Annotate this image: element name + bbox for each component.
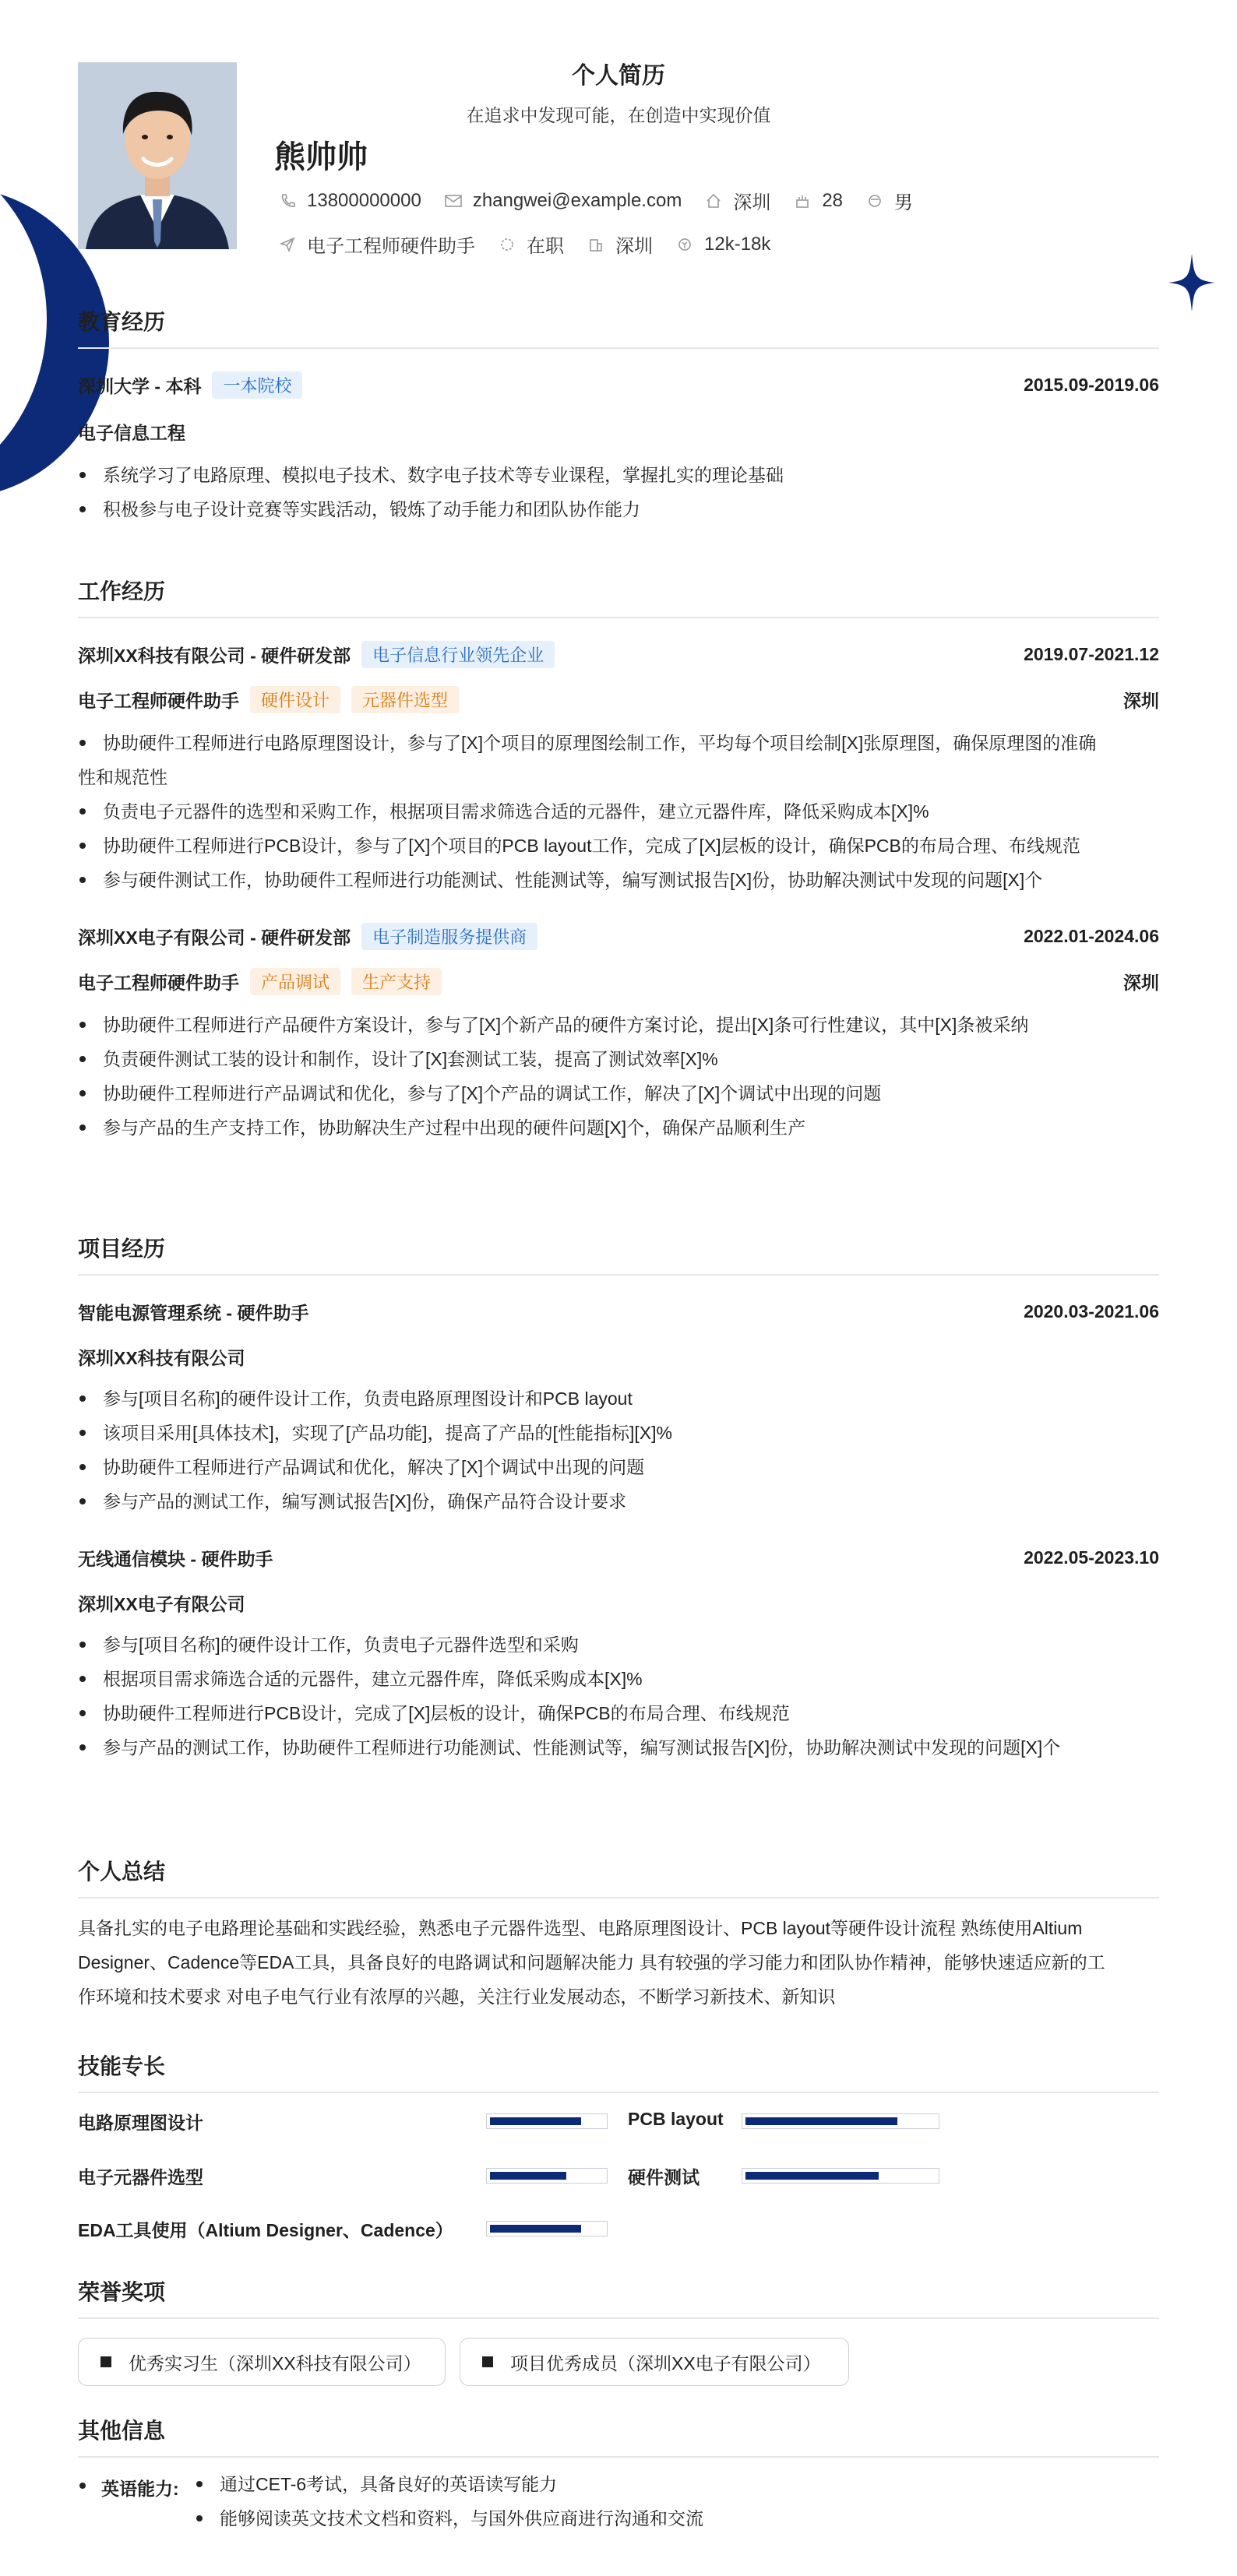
education-bullets	[78, 458, 1159, 526]
project-2-date: 2022.05-2023.10	[1024, 1547, 1159, 1568]
skill-bar	[742, 2168, 939, 2184]
major-row	[78, 417, 1159, 445]
project-2-bullets	[78, 1628, 1159, 1765]
job-1-header	[78, 640, 1159, 668]
education-section	[78, 305, 1159, 526]
job-1-role: 电子工程师硬件助手	[78, 690, 239, 711]
list-item: 积极参与电子设计竞赛等实践活动，锻炼了动手能力和团队协作能力	[78, 492, 1159, 526]
candidate-name: 熊帅帅	[274, 140, 368, 174]
work-section	[78, 575, 1159, 1145]
gender-item	[866, 187, 913, 214]
job-2-date: 2022.01-2024.06	[1024, 925, 1159, 946]
list-item: 协助硬件工程师进行产品调试和优化，解决了[X]个调试中出现的问题	[78, 1450, 1159, 1484]
job-2-bullets	[78, 1008, 1159, 1145]
projects-title: 项目经历	[78, 1232, 1159, 1276]
job-1-company: 深圳XX科技有限公司 - 硬件研发部	[78, 645, 351, 666]
english-bullets	[195, 2467, 703, 2536]
list-item: 协助硬件工程师进行PCB设计，完成了[X]层板的设计，确保PCB的布局合理、布线规范	[78, 1696, 1159, 1730]
list-item-continued: 性和规范性	[78, 767, 167, 787]
award-badge	[78, 2338, 446, 2386]
list-item: 根据项目需求筛选合适的元器件，建立元器件库，降低采购成本[X]%	[78, 1662, 1159, 1696]
job-1-company-tag: 电子信息行业领先企业	[361, 641, 555, 668]
list-item: 协助硬件工程师进行PCB设计，参与了[X]个项目的PCB layout工作，完成了[X]层板的设计，确保PCB的布局合理、布线规范	[78, 829, 1159, 863]
job-2-role: 电子工程师硬件助手	[78, 972, 239, 993]
skill-bar	[486, 2168, 608, 2184]
contact-row	[279, 187, 936, 214]
job-2-header	[78, 922, 1159, 950]
home-icon	[705, 192, 722, 209]
education-date: 2015.09-2019.06	[1024, 374, 1159, 395]
resume-page	[78, 0, 1159, 2576]
list-item: 负责硬件测试工装的设计和制作，设计了[X]套测试工装，提高了测试效率[X]%	[78, 1042, 1159, 1076]
resume-header	[78, 0, 1159, 304]
project-1-company: 深圳XX科技有限公司	[78, 1347, 245, 1368]
avatar	[78, 62, 237, 249]
project-2-company-row	[78, 1589, 1159, 1617]
job-item	[279, 231, 475, 258]
cake-icon	[794, 192, 811, 209]
awards-section	[78, 2275, 1159, 2386]
list-item: 协助硬件工程师进行电路原理图设计，参与了[X]个项目的原理图绘制工作，平均每个项目绘制[X]张原理图，确保原理图的准确	[78, 726, 1159, 760]
phone-text: 13800000000	[307, 189, 421, 211]
job-2-tag: 产品调试	[250, 968, 340, 995]
project-1-bullets	[78, 1381, 1159, 1519]
skill-bar	[486, 2221, 608, 2236]
job-2-company-tag: 电子制造服务提供商	[361, 923, 537, 950]
age-text: 28	[822, 189, 844, 211]
skill-bar-fill	[490, 2172, 566, 2180]
hometown-item	[705, 187, 770, 214]
summary-line: 具备扎实的电子电路理论基础和实践经验，熟悉电子元器件选型、电路原理图设计、PCB layout等硬件设计流程 熟练使用Altium	[78, 1918, 1083, 1938]
gender-text: 男	[894, 192, 914, 213]
projects-section	[78, 1232, 1159, 1765]
job-intent-row	[279, 231, 794, 258]
skill-bar-fill	[745, 2172, 879, 2180]
job-1-date: 2019.07-2021.12	[1024, 643, 1159, 664]
list-item: 参与[项目名称]的硬件设计工作，负责电子元器件选型和采购	[78, 1628, 1159, 1662]
list-item: 该项目采用[具体技术]，实现了[产品功能]，提高了产品的[性能指标][X]%	[78, 1416, 1159, 1450]
salary-item	[676, 234, 770, 255]
status-item	[499, 231, 564, 258]
list-item: 负责电子元器件的选型和采购工作，根据项目需求筛选合适的元器件，建立元器件库，降低采购成本[X]%	[78, 794, 1159, 829]
awards-list	[78, 2338, 1159, 2386]
summary-section	[78, 1855, 1159, 2014]
english-label: 英语能力:	[78, 2475, 179, 2500]
email-item	[445, 190, 682, 212]
list-item: 参与产品的测试工作，协助硬件工程师进行功能测试、性能测试等，编写测试报告[X]份，协助解决测试中发现的问题[X]个	[78, 1730, 1159, 1765]
phone-item	[279, 190, 421, 212]
awards-title: 荣誉奖项	[78, 2275, 1159, 2319]
age-item	[794, 190, 843, 212]
major-name: 电子信息工程	[78, 422, 185, 443]
page-subtitle: 在追求中发现可能，在创造中实现价值	[466, 105, 771, 125]
salary-text: 12k-18k	[704, 233, 771, 255]
job-1-tag: 硬件设计	[250, 686, 340, 713]
sparkle-icon	[1168, 254, 1215, 311]
list-item: 协助硬件工程师进行产品调试和优化，参与了[X]个产品的调试工作，解决了[X]个调试中出现的问题	[78, 1076, 1159, 1110]
skill-name: 硬件测试	[628, 2167, 700, 2187]
project-1-name: 智能电源管理系统 - 硬件助手	[78, 1302, 309, 1323]
square-bullet-icon	[482, 2356, 493, 2367]
skills-section	[78, 2050, 1159, 2260]
award-badge	[460, 2338, 849, 2386]
project-1-date: 2020.03-2021.06	[1024, 1300, 1159, 1321]
skill-bar-fill	[745, 2117, 897, 2125]
list-item: 系统学习了电路原理、模拟电子技术、数字电子技术等专业课程，掌握扎实的理论基础	[78, 458, 1159, 492]
status-text: 在职	[527, 236, 564, 257]
skills-title: 技能专长	[78, 2050, 1159, 2093]
project-1-header	[78, 1297, 1159, 1325]
city-text: 深圳	[615, 236, 653, 257]
list-item: 协助硬件工程师进行产品硬件方案设计，参与了[X]个新产品的硬件方案讨论，提出[X]条可行性建议，其中[X]条被采纳	[78, 1008, 1159, 1042]
skill-name: 电路原理图设计	[78, 2113, 203, 2133]
project-2-header	[78, 1543, 1159, 1571]
list-item: 能够阅读英文技术文档和资料，与国外供应商进行沟通和交流	[195, 2501, 703, 2536]
school-tag: 一本院校	[212, 371, 302, 399]
job-1-role-row	[78, 685, 1159, 713]
job-2-tag: 生产支持	[351, 968, 442, 995]
job-2-company: 深圳XX电子有限公司 - 硬件研发部	[78, 927, 351, 948]
list-item: 通过CET-6考试，具备良好的英语读写能力	[195, 2467, 703, 2501]
city-item	[587, 231, 653, 258]
work-title: 工作经历	[78, 575, 1159, 618]
job-2-city: 深圳	[1123, 972, 1159, 993]
status-icon	[499, 236, 516, 253]
job-2-role-row	[78, 967, 1159, 995]
other-title: 其他信息	[78, 2414, 1159, 2458]
award-text: 优秀实习生（深圳XX科技有限公司）	[129, 2353, 421, 2374]
project-2-company: 深圳XX电子有限公司	[78, 1593, 245, 1614]
send-icon	[279, 236, 296, 253]
square-bullet-icon	[100, 2356, 111, 2367]
summary-text	[78, 1911, 1159, 2014]
school-name: 深圳大学 - 本科	[78, 375, 202, 396]
other-section	[78, 2414, 1159, 2570]
skill-bar	[486, 2113, 608, 2129]
page-title: 个人简历	[572, 63, 665, 89]
skill-bar-fill	[490, 2117, 581, 2125]
award-text: 项目优秀成员（深圳XX电子有限公司）	[510, 2353, 821, 2374]
skill-name: PCB layout	[628, 2109, 724, 2129]
building-icon	[587, 236, 604, 253]
email-icon	[445, 192, 462, 209]
summary-line: Designer、Cadence等EDA工具，具备良好的电路调试和问题解决能力 具有较强的学习能力和团队协作精神，能够快速适应新的工	[78, 1952, 1105, 1972]
skill-name: 电子元器件选型	[78, 2167, 203, 2187]
money-icon	[676, 236, 693, 253]
hometown-text: 深圳	[733, 192, 771, 213]
project-1-company-row	[78, 1343, 1159, 1371]
list-item: 参与硬件测试工作，协助硬件工程师进行功能测试、性能测试等，编写测试报告[X]份，协助解决测试中发现的问题[X]个	[78, 863, 1159, 897]
skill-bar-fill	[490, 2225, 581, 2233]
education-row	[78, 371, 1159, 399]
project-2-name: 无线通信模块 - 硬件助手	[78, 1548, 273, 1569]
skill-bar	[742, 2113, 939, 2129]
education-title: 教育经历	[78, 305, 1159, 349]
job-text: 电子工程师硬件助手	[307, 236, 475, 257]
email-text: zhangwei@example.com	[472, 189, 682, 211]
job-1-city: 深圳	[1123, 690, 1159, 711]
gender-icon	[866, 192, 883, 209]
job-1-bullets	[78, 726, 1159, 897]
summary-title: 个人总结	[78, 1855, 1159, 1899]
job-1-tag: 元器件选型	[351, 686, 459, 713]
list-item: 参与产品的测试工作，编写测试报告[X]份，确保产品符合设计要求	[78, 1484, 1159, 1519]
summary-line: 作环境和技术要求 对电子电气行业有浓厚的兴趣，关注行业发展动态，不断学习新技术、新知识	[78, 1987, 836, 2007]
skill-name: EDA工具使用（Altium Designer、Cadence）	[78, 2220, 453, 2240]
phone-icon	[279, 192, 296, 209]
list-item: 参与产品的生产支持工作，协助解决生产过程中出现的硬件问题[X]个，确保产品顺利生产	[78, 1110, 1159, 1145]
list-item: 参与[项目名称]的硬件设计工作，负责电路原理图设计和PCB layout	[78, 1381, 1159, 1416]
